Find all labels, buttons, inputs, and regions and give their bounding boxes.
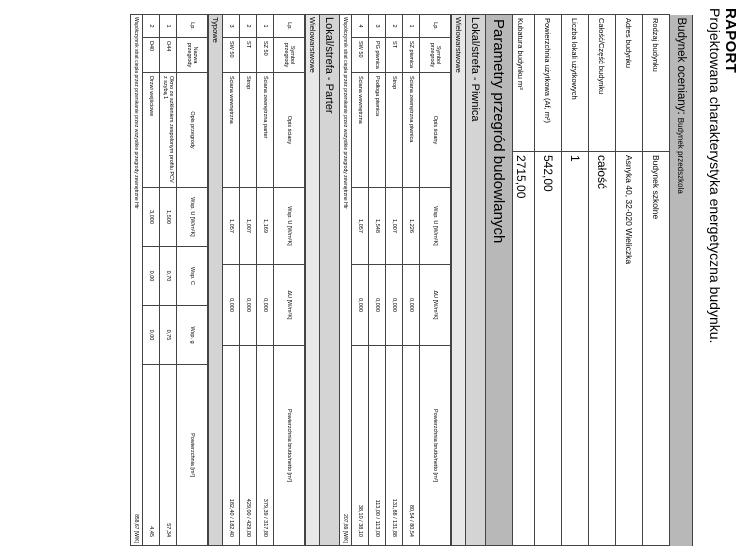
typical-subtitle: Typowe [208, 14, 222, 546]
table-row: 3 SW 50 Ściana wewnętrzna 1,057 0,000 182,40 / 182,40 [223, 15, 240, 546]
building-info-table [507, 14, 693, 546]
building-label: Budynek oceniany: [675, 17, 687, 115]
zone-subtitle: Wielowarstwowe [451, 14, 465, 546]
partitions-section [130, 14, 513, 546]
htr-note: Współczynnik strat ciepła przez przenikanie przez wszystkie przegrody zewnętrzne Htr 858,67 [W/K] [130, 14, 142, 546]
typical-table: Lp. Nazwa przegrody Opis przegrody Wsp. U [W/m²K] Wsp. C Wsp. g Powierzchnia [m²] 1 O44 Okno ze szkleniem zespolonym profilu PCV z szybą 1 1,500 0,70 0,75 57,34 2 D40 Drzwi wejściowe 3,000 0,00 0,00 4,45 [142, 14, 208, 546]
table-row: 3 PG piwnica Podłoga piwnica 1,548 0,000 113,00 / 113,00 [369, 15, 386, 546]
table-row: 4 SW 50 Ściana wewnętrzna 1,057 0,000 38,10 / 38,10 [352, 15, 369, 546]
building-row: Rodzaj budynku Budynek szkolne [643, 15, 670, 546]
building-row: Kubatura budynku m³ 2715,00 [508, 15, 535, 546]
partition-table: Lp. Symbol przegrody Opis ściany Wsp. U [W/m²K] ΔU [W/m²K] Powierzchnia brutto/netto [m²] 1 SZ 50 Ściana zewnętrzna parter 1,169 0,000 379,39 / 317,80 2 ST Strop 1,007 0,000 429,00 / 429,00 3 SW 50 Ściana wewnętrzna 1,057 0,000 182,40 / 182,40 [222, 14, 305, 546]
building-row: Adres budynku Asnyka 40, 32-020 Wieliczka [616, 15, 643, 546]
building-row: Powierzchnia użytkowa (Af, m²) 542,00 [535, 15, 562, 546]
building-name: Budynek przedszkola [676, 117, 685, 194]
htr-value: 858,67 [W/K] [133, 514, 139, 543]
table-row: 2 D40 Drzwi wejściowe 3,000 0,00 0,00 4,45 [143, 15, 160, 546]
htr-value: 207,89 [W/K] [342, 514, 348, 543]
htr-note: Współczynnik strat ciepła przez przenikanie przez wszystkie przegrody zewnętrzne Htr 207,89 [W/K] [339, 14, 351, 546]
table-row: 1 SZ 50 Ściana zewnętrzna parter 1,169 0,000 379,39 / 317,80 [257, 15, 274, 546]
building-header-row [670, 15, 693, 546]
zone-subtitle: Wielowarstwowe [305, 14, 319, 546]
report-title: RAPORT [722, 8, 739, 74]
table-row: 1 SZ piwnica Ściana zewnętrzna piwnica 1,226 0,000 80,54 / 80,54 [403, 15, 420, 546]
building-row: Liczba lokali użytkowych 1 [562, 15, 589, 546]
table-row: 2 ST Strop 1,007 0,000 429,00 / 429,00 [240, 15, 257, 546]
zone-title: Lokal/strefa - Piwnica [465, 14, 485, 546]
report-subtitle: Projektowana charakterystyka energetyczna budynku. [707, 8, 723, 344]
partition-table: Lp. Symbol przegrody Opis ściany Wsp. U [W/m²K] ΔU [W/m²K] Powierzchnia brutto/netto [m²] 1 SZ piwnica Ściana zewnętrzna piwnica 1,226 0,000 80,54 / 80,54 2 ST Strop 1,007 0,000 131,88 / 131,88 3 PG piwnica Podłoga piwnica 1,548 0,000 113,00 / 113,00 4 SW 50 Ściana wewnętrzna 1,057 0,000 38,10 / 38,10 [351, 14, 451, 546]
zone-title: Lokal/strefa - Parter [319, 14, 339, 546]
building-row: Całość/Część budynku całość [589, 15, 616, 546]
table-row: 2 ST Strop 1,007 0,000 131,88 / 131,88 [386, 15, 403, 546]
table-row: 1 O44 Okno ze szkleniem zespolonym profilu PCV z szybą 1 1,500 0,70 0,75 57,34 [160, 15, 177, 546]
partitions-title: Parametry przegród budowlanych [485, 14, 513, 546]
